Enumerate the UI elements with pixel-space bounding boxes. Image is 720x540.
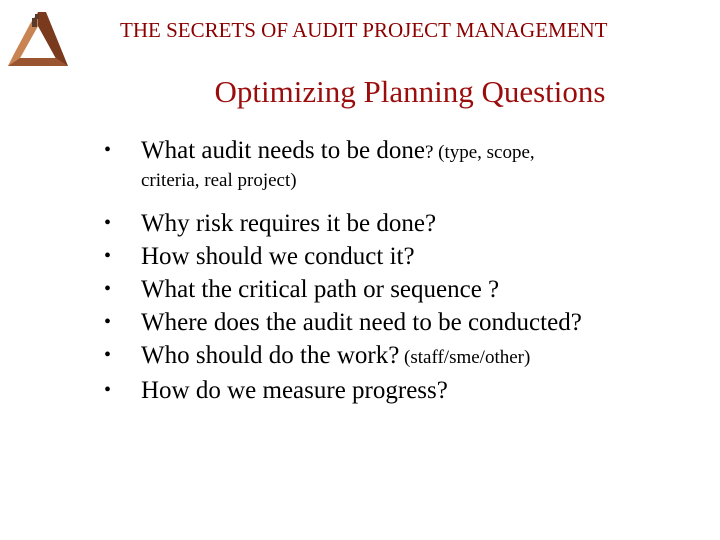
bullet-icon: • bbox=[104, 245, 112, 267]
list-item bbox=[104, 306, 704, 339]
list-item bbox=[104, 207, 704, 240]
list-item-text: Why risk requires it be done? bbox=[141, 210, 437, 237]
bullet-icon: • bbox=[104, 344, 112, 366]
list-item bbox=[104, 374, 704, 407]
bullet-icon: • bbox=[104, 139, 112, 161]
bullet-icon: • bbox=[104, 278, 112, 300]
list-item-note: (staff/sme/other) bbox=[399, 347, 531, 368]
list-item bbox=[104, 273, 704, 306]
list-item-text: What the critical path or sequence ? bbox=[141, 276, 500, 303]
slide-title: Optimizing Planning Questions bbox=[214, 74, 606, 109]
impossible-triangle-logo-icon bbox=[6, 10, 70, 70]
list-item-note: ? (type, scope, bbox=[424, 142, 535, 163]
list-item bbox=[104, 339, 704, 374]
bullet-icon: • bbox=[104, 212, 112, 234]
list-item bbox=[104, 134, 704, 193]
list-item-continuation: criteria, real project) bbox=[141, 170, 297, 191]
list-item bbox=[104, 240, 704, 273]
list-item-text: Where does the audit need to be conducted? bbox=[141, 309, 582, 336]
bullet-icon: • bbox=[104, 379, 112, 401]
bullet-icon: • bbox=[104, 311, 112, 333]
header-title: THE SECRETS OF AUDIT PROJECT MANAGEMENT bbox=[120, 18, 608, 42]
bullet-list bbox=[104, 134, 704, 407]
list-item-text: How should we conduct it? bbox=[141, 243, 415, 270]
list-item-text: What audit needs to be done bbox=[141, 137, 425, 164]
list-item-text: How do we measure progress? bbox=[141, 377, 448, 404]
list-item-text: Who should do the work? bbox=[141, 342, 400, 369]
